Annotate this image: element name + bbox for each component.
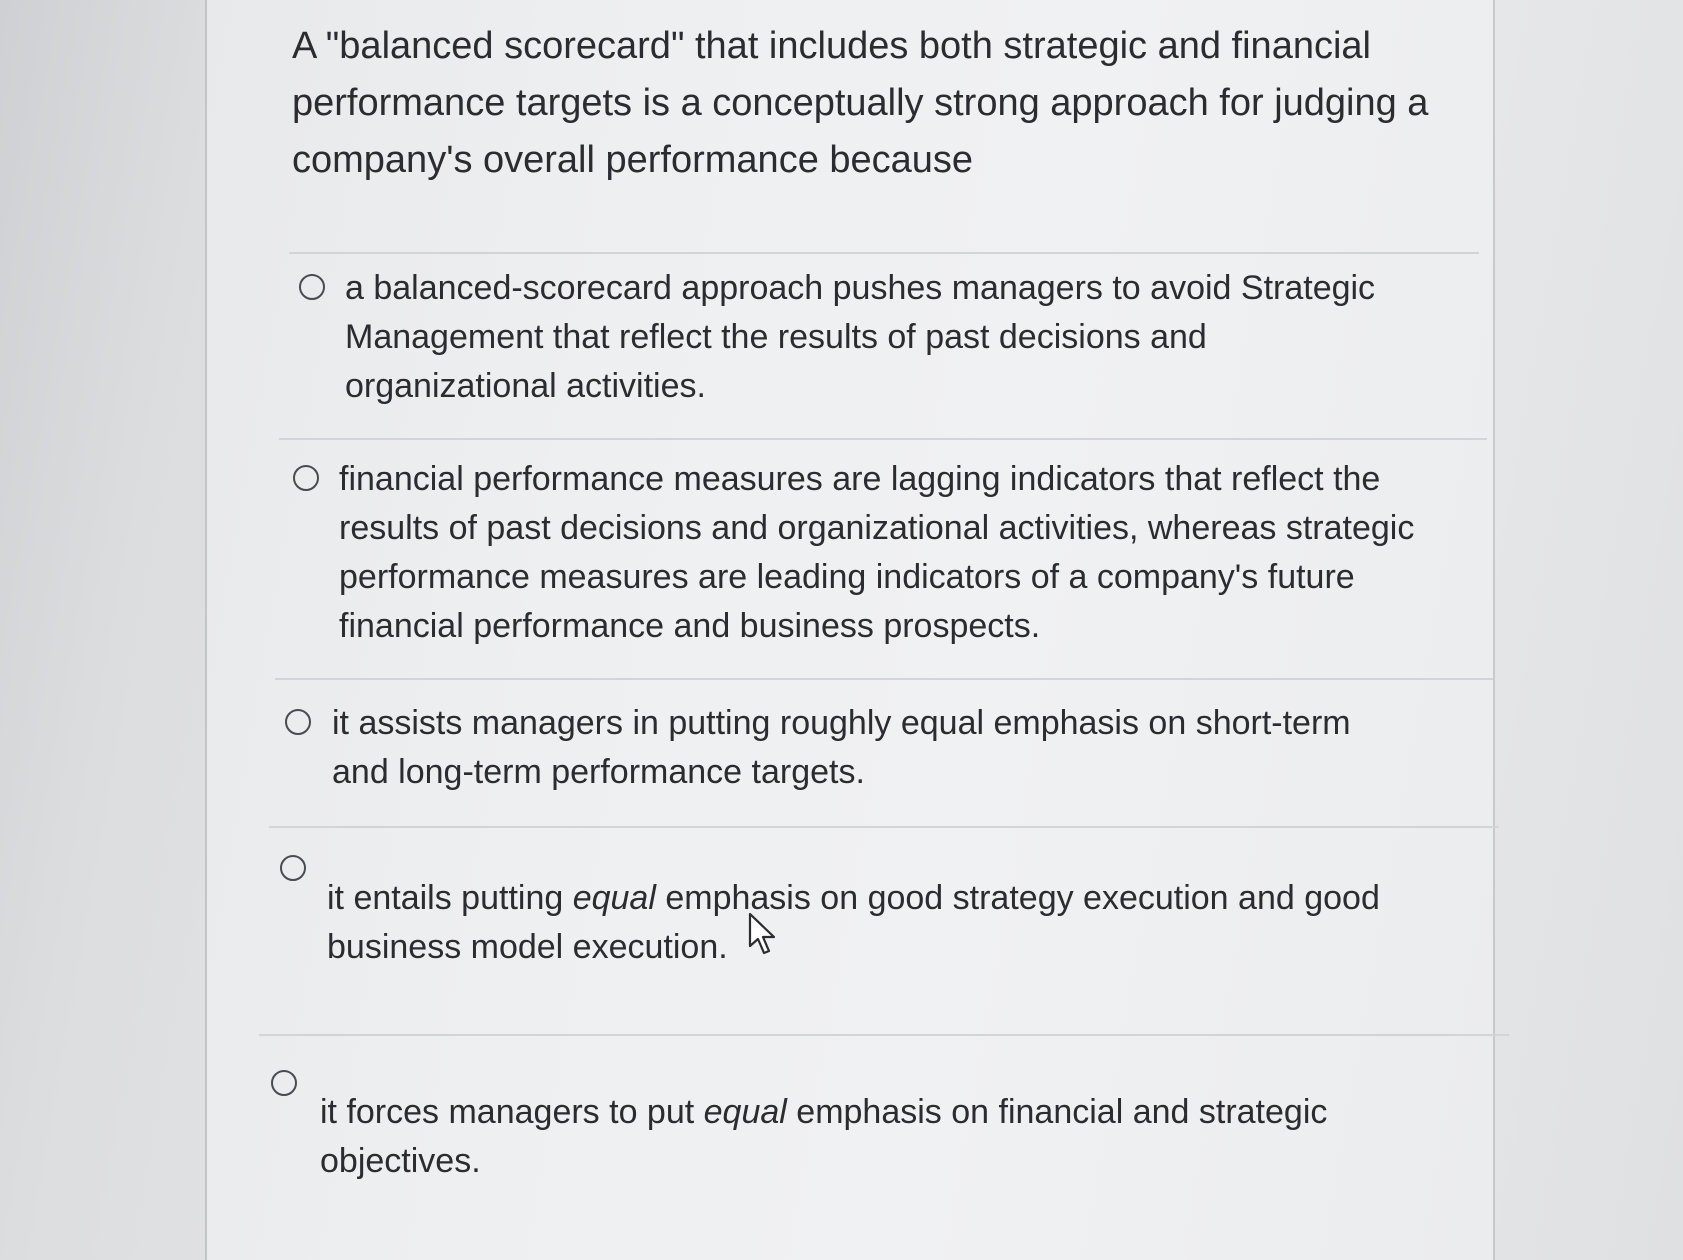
- option-4-label: [327, 874, 1477, 972]
- radio-button-option-1[interactable]: [299, 274, 325, 300]
- divider: [269, 826, 1499, 828]
- option-2-label: financial performance measures are lagging indicators that reflect the results of past decisions and organizational activities, whereas strategic performance measures are leading indicators of a company's future financial performance and business prospects.: [339, 460, 1415, 645]
- option-4-text-before: it entails putting: [327, 879, 573, 917]
- option-5-label: [320, 1088, 1420, 1186]
- option-5-emphasis: equal: [703, 1093, 787, 1131]
- divider: [259, 1034, 1509, 1036]
- question-text: A "balanced scorecard" that includes both strategic and financial performance targets is a conceptually strong approach for judging a company's overall performance because: [292, 25, 1429, 181]
- option-5-text-after: emphasis on financial and strategic objectives.: [320, 1093, 1328, 1180]
- option-5-text-before: it forces managers to put: [320, 1093, 704, 1131]
- radio-button-option-4[interactable]: [280, 855, 306, 881]
- option-1-label: a balanced-scorecard approach pushes managers to avoid Strategic Management that reflect the results of past decisions and organizational activities.: [345, 269, 1376, 405]
- radio-button-option-5[interactable]: [271, 1070, 297, 1096]
- divider: [275, 678, 1493, 680]
- option-3-label: it assists managers in putting roughly equal emphasis on short-term and long-term performance targets.: [332, 704, 1351, 791]
- question-panel: [205, 0, 1495, 1260]
- option-4-text-after: emphasis on good strategy execution and good business model execution.: [327, 879, 1380, 966]
- radio-button-option-3[interactable]: [285, 709, 311, 735]
- divider: [279, 438, 1487, 440]
- divider: [289, 252, 1479, 254]
- radio-button-option-2[interactable]: [293, 465, 319, 491]
- mouse-pointer-icon: [748, 912, 780, 958]
- option-4-emphasis: equal: [572, 879, 656, 917]
